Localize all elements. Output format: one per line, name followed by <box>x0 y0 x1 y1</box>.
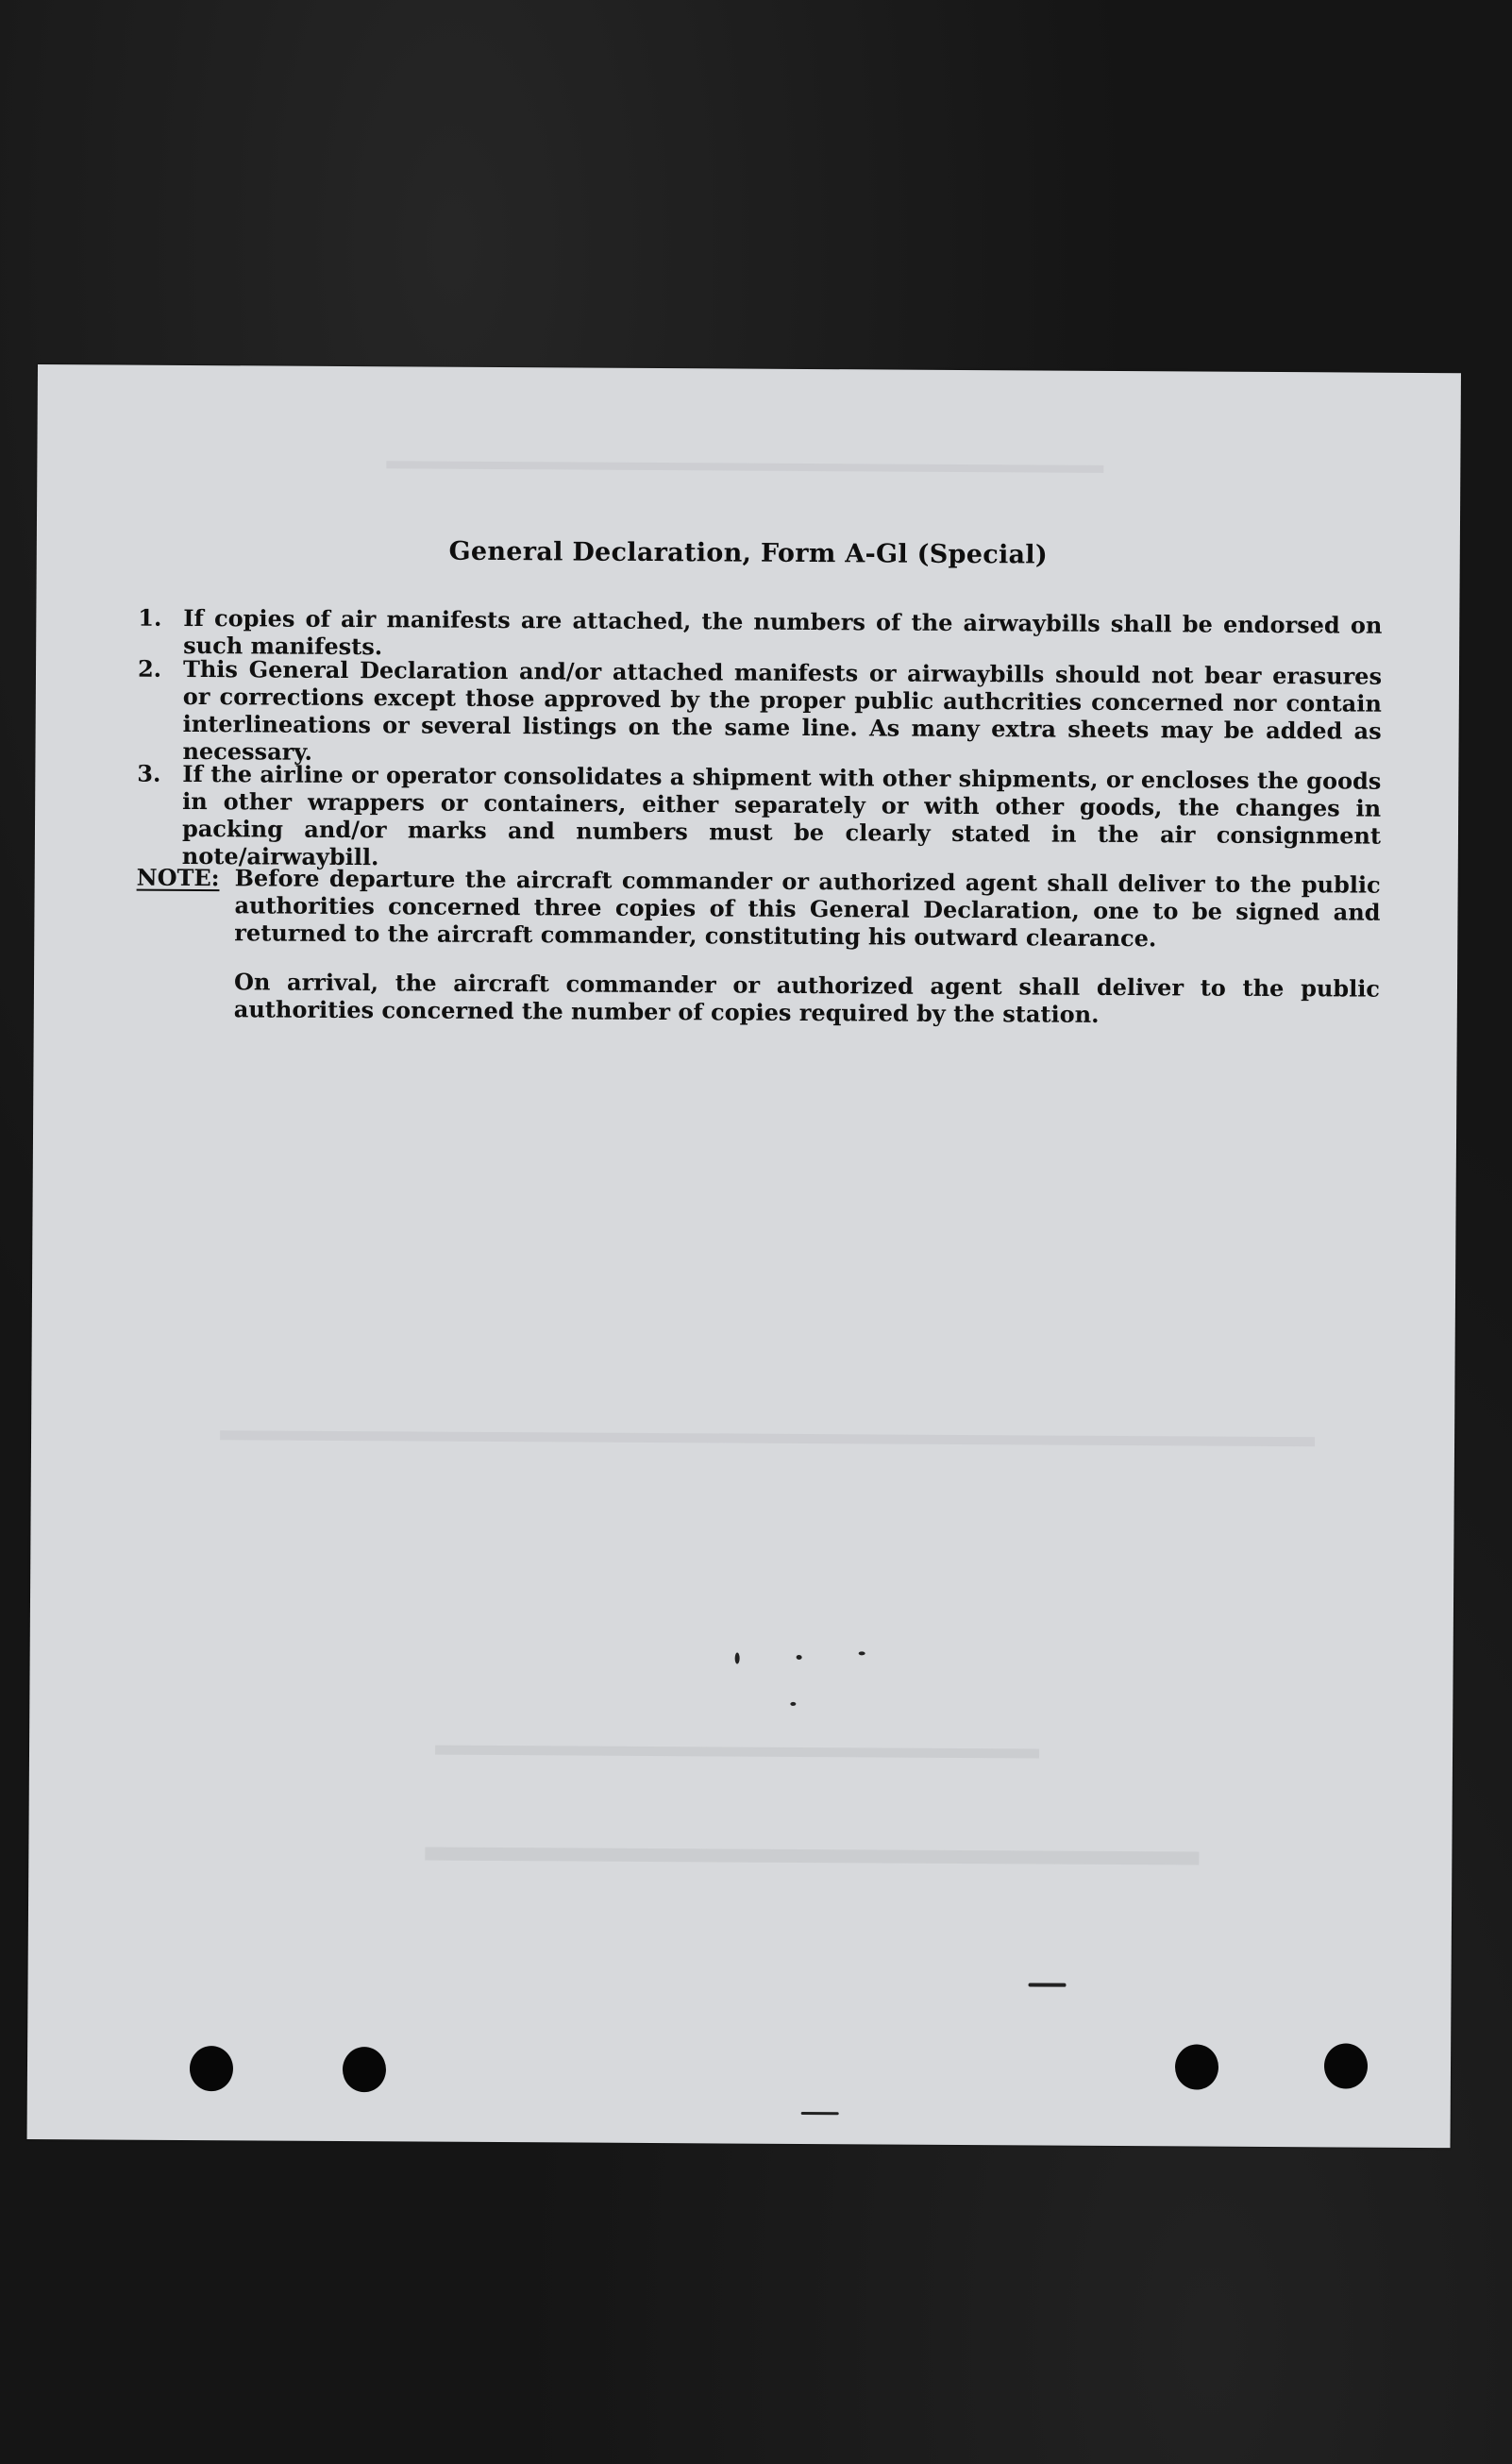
punch-hole <box>1324 2043 1368 2088</box>
ink-speck <box>859 1651 865 1655</box>
item-text: This General Declaration and/or attached manifests or airwaybills should not bear erasures or corrections except those approved by the proper public authcrities concerned nor contain interlineations or several listings on the same line. As many extra sheets may be added as necessary. <box>182 654 1383 766</box>
note-paragraph-1: Before departure the aircraft commander or authorized agent shall deliver to the public authorities concerned three copies of this General Declaration, one to be signed and returned to the aircraft commander, constituting his outward clearance. <box>234 864 1381 953</box>
bleed-through-mark <box>220 1430 1315 1446</box>
bleed-through-mark <box>435 1746 1039 1759</box>
list-item-3 <box>137 760 1382 877</box>
ink-speck <box>1029 1983 1067 1986</box>
item-number: 2. <box>137 654 162 683</box>
list-item-2 <box>137 655 1382 772</box>
item-text: If the airline or operator consolidates a shipment with other shipments, or encloses the goods in other wrappers or containers, either separately or with other goods, the changes in packing and/or marks and numbers must be clearly stated in the air consignment note/airwaybill. <box>181 759 1382 871</box>
item-text: If copies of air manifests are attached, the numbers of the airwaybills shall be endorsed on such manifests. <box>183 603 1383 661</box>
punch-hole <box>343 2047 386 2092</box>
item-number: 1. <box>138 603 162 632</box>
punch-hole <box>1175 2044 1218 2089</box>
ink-speck <box>735 1653 740 1664</box>
punch-hole <box>190 2046 233 2091</box>
note-section-continued <box>136 968 1380 1030</box>
note-paragraph-2: On arrival, the aircraft commander or authorized agent shall deliver to the public authorities concerned the number of copies required by the station. <box>233 968 1381 1028</box>
bleed-through-mark <box>425 1848 1199 1865</box>
item-number: 3. <box>137 759 161 787</box>
document-title: General Declaration, Form A-Gl (Special) <box>448 536 1049 570</box>
note-label: NOTE: <box>136 863 220 892</box>
ink-speck <box>797 1655 802 1660</box>
bleed-through-mark <box>386 461 1103 473</box>
ink-speck <box>790 1702 796 1706</box>
document-page <box>27 364 1461 2148</box>
note-section <box>136 864 1381 954</box>
ink-speck <box>801 2112 839 2115</box>
